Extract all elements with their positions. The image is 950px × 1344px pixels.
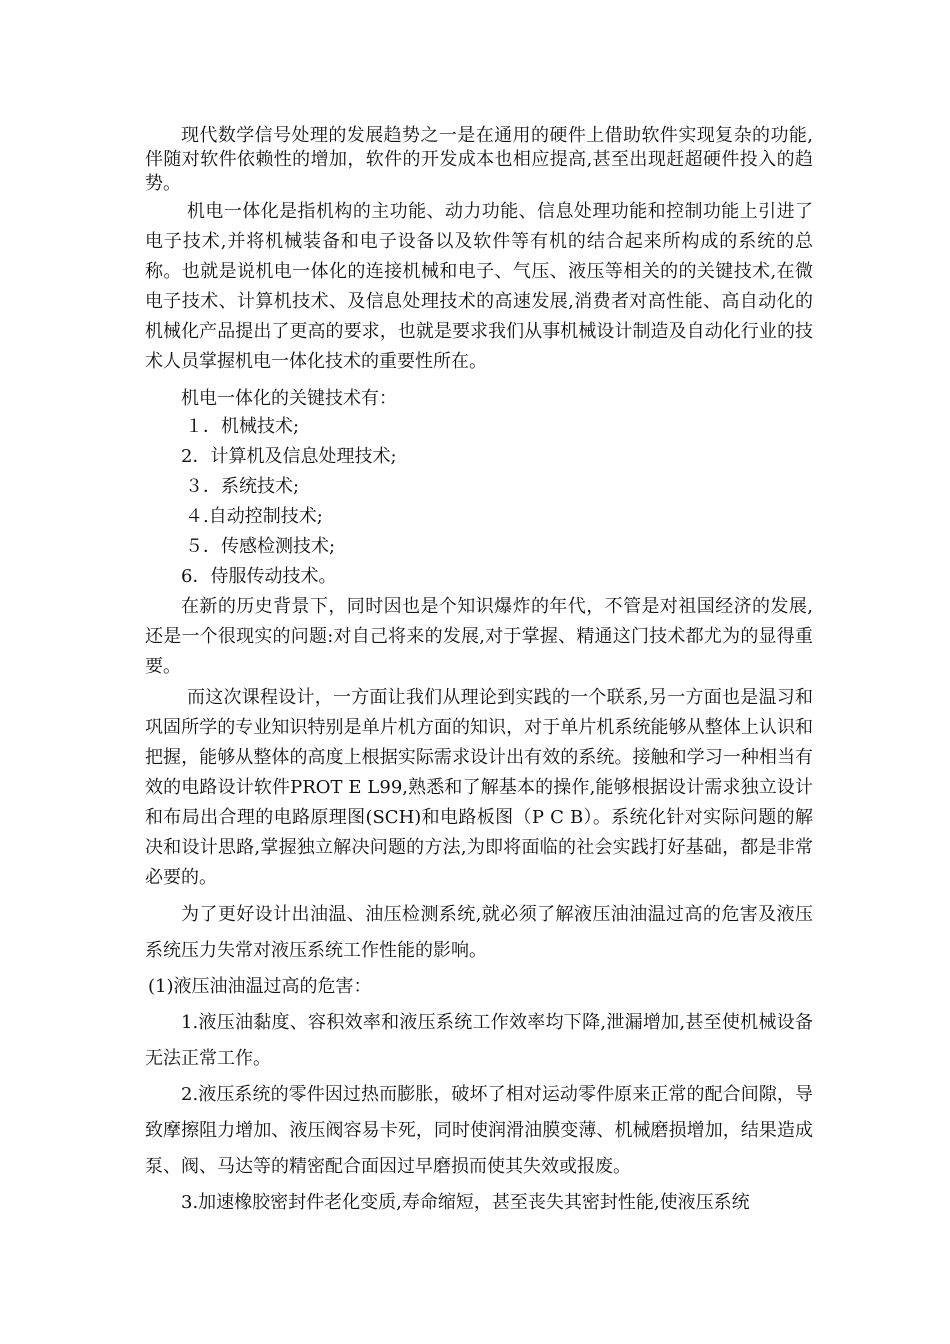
paragraph-mechatronics-definition: 机电一体化是指机构的主功能、动力功能、信息处理功能和控制功能上引进了电子技术,并将机械装备和电子设备以及软件等有机的结合起来所构成的系统的总称。也就是说机电一体化的连接机械和电子、气压、液压等相关的的关键技术,在微电子技术、计算机技术、及信息处理技术的高速发展,消费者对高性能、高自动化的机械化产品提出了更高的要求，也就是要求我们从事机械设计制造及自动化行业的技术人员掌握机电一体化技术的重要性所在。 xyxy=(145,201,813,372)
paragraph-course-design: 而这次课程设计，一方面让我们从理论到实践的一个联系,另一方面也是温习和巩固所学的专业知识特别是单片机方面的知识，对于单片机系统能够从整体上认识和把握，能够从整体的高度上根据实际需求设计出有效的系统。接触和学习一种相当有效的电路设计软件PROT E L99,熟悉和了解基本的操作,能够根据设计需求独立设计和布局出合理的电路原理图(SCH)和电路板图（P C B）。系统化针对实际问题的解决和设计思路,掌握独立解决问题的方法,为即将面临的社会实践打好基础，都是非常必要的。 xyxy=(145,687,813,888)
list-item: 6．侍服传动技术。 xyxy=(181,566,337,587)
list-item: ４.自动控制技术; xyxy=(185,506,323,527)
paragraph-key-tech-intro: 机电一体化的关键技术有： xyxy=(181,388,397,409)
paragraph-hazard-2: 2.液压系统的零件因过热而膨胀，破坏了相对运动零件原来正常的配合间隙，导致摩擦阻力增加、液压阀容易卡死，同时使润滑油膜变薄、机械磨损增加，结果造成泵、阀、马达等的精密配合面因过早磨损而使其失效或报废。 xyxy=(145,1084,813,1177)
list-item: 2．计算机及信息处理技术; xyxy=(181,446,397,467)
paragraph-hazard-3: 3.加速橡胶密封件老化变质,寿命缩短，甚至丧失其密封性能,使液压系统 xyxy=(181,1192,750,1213)
list-item: ５．传感检测技术; xyxy=(185,536,336,557)
paragraph-system-purpose: 为了更好设计出油温、油压检测系统,就必须了解液压油油温过高的危害及液压系统压力失常对液压系统工作性能的影响。 xyxy=(145,904,813,961)
list-item: ３．系统技术; xyxy=(185,476,300,497)
paragraph-historical-background: 在新的历史背景下，同时因也是个知识爆炸的年代，不管是对祖国经济的发展,还是一个很现实的问题:对自己将来的发展,对于掌握、精通这门技术都尤为的显得重要。 xyxy=(145,596,813,677)
paragraph-hazard-1: 1.液压油黏度、容积效率和液压系统工作效率均下降,泄漏增加,甚至使机械设备无法正常工作。 xyxy=(145,1012,813,1069)
list-item: １．机械技术; xyxy=(185,416,300,437)
paragraph-dsp-trend: 现代数学信号处理的发展趋势之一是在通用的硬件上借助软件实现复杂的功能,伴随对软件依赖性的增加，软件的开发成本也相应提高,甚至出现赶超硬件投入的趋势。 xyxy=(145,125,813,194)
section-heading-oil-temp-hazard: (1)液压油油温过高的危害： xyxy=(148,976,372,997)
